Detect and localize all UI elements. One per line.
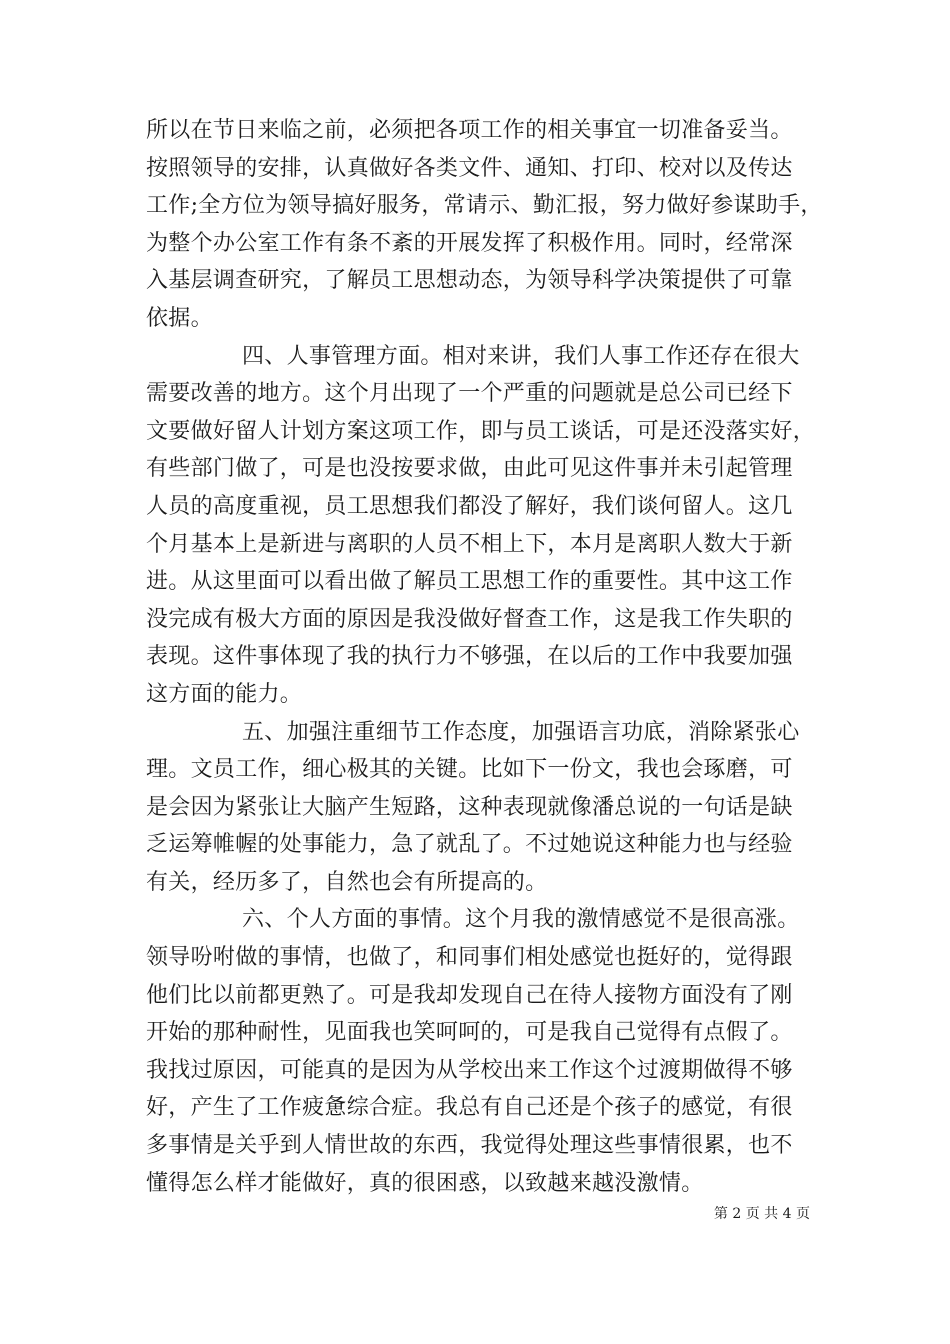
- text-line: 表现。这件事体现了我的执行力不够强，在以后的工作中我要加强: [146, 644, 793, 670]
- text-line: 理。文员工作，细心极其的关键。比如下一份文，我也会琢磨，可: [146, 757, 793, 783]
- text-line: 我找过原因，可能真的是因为从学校出来工作这个过渡期做得不够: [146, 1057, 793, 1083]
- text-line: 人员的高度重视，员工思想我们都没了解好，我们谈何留人。这几: [146, 493, 793, 519]
- text-line: 好，产生了工作疲惫综合症。我总有自己还是个孩子的感觉，有很: [146, 1095, 793, 1121]
- text-line: 进。从这里面可以看出做了解员工思想工作的重要性。其中这工作: [146, 569, 793, 595]
- text-line: 领导吩咐做的事情，也做了，和同事们相处感觉也挺好的，觉得跟: [146, 945, 793, 971]
- paragraph-first-line: 五、加强注重细节工作态度，加强语言功底，消除紧张心: [242, 719, 800, 745]
- text-line: 有关，经历多了，自然也会有所提高的。: [146, 869, 548, 895]
- text-line: 是会因为紧张让大脑产生短路，这种表现就像潘总说的一句话是缺: [146, 794, 793, 820]
- text-line: 这方面的能力。: [146, 681, 303, 707]
- text-line: 工作;全方位为领导搞好服务，常请示、勤汇报，努力做好参谋助手，: [146, 193, 823, 219]
- text-line: 多事情是关乎到人情世故的东西，我觉得处理这些事情很累，也不: [146, 1133, 793, 1159]
- text-line: 按照领导的安排，认真做好各类文件、通知、打印、校对以及传达: [146, 155, 793, 181]
- text-line: 有些部门做了，可是也没按要求做，由此可见这件事并未引起管理: [146, 456, 793, 482]
- text-line: 个月基本上是新进与离职的人员不相上下，本月是离职人数大于新: [146, 531, 793, 557]
- text-line: 需要改善的地方。这个月出现了一个严重的问题就是总公司已经下: [146, 381, 793, 407]
- paragraph-first-line: 四、人事管理方面。相对来讲，我们人事工作还存在很大: [242, 343, 800, 369]
- text-line: 他们比以前都更熟了。可是我却发现自己在待人接物方面没有了刚: [146, 982, 793, 1008]
- text-line: 懂得怎么样才能做好，真的很困惑，以致越来越没激情。: [146, 1170, 704, 1196]
- text-line: 依据。: [146, 305, 213, 331]
- text-line: 所以在节日来临之前，必须把各项工作的相关事宜一切准备妥当。: [146, 118, 793, 143]
- paragraph-first-line: 六、个人方面的事情。这个月我的激情感觉不是很高涨。: [242, 907, 800, 933]
- page-number: 第 2 页 共 4 页: [713, 1206, 810, 1222]
- text-line: 入基层调查研究，了解员工思想动态，为领导科学决策提供了可靠: [146, 268, 793, 294]
- document-body: [146, 112, 823, 1202]
- text-line: 乏运筹帷幄的处事能力，急了就乱了。不过她说这种能力也与经验: [146, 832, 793, 858]
- text-line: 文要做好留人计划方案这项工作，即与员工谈话，可是还没落实好，: [146, 418, 816, 444]
- text-line: 开始的那种耐性，见面我也笑呵呵的，可是我自己觉得有点假了。: [146, 1020, 793, 1046]
- text-line: 为整个办公室工作有条不紊的开展发挥了积极作用。同时，经常深: [146, 230, 793, 256]
- text-line: 没完成有极大方面的原因是我没做好督查工作，这是我工作失职的: [146, 606, 793, 632]
